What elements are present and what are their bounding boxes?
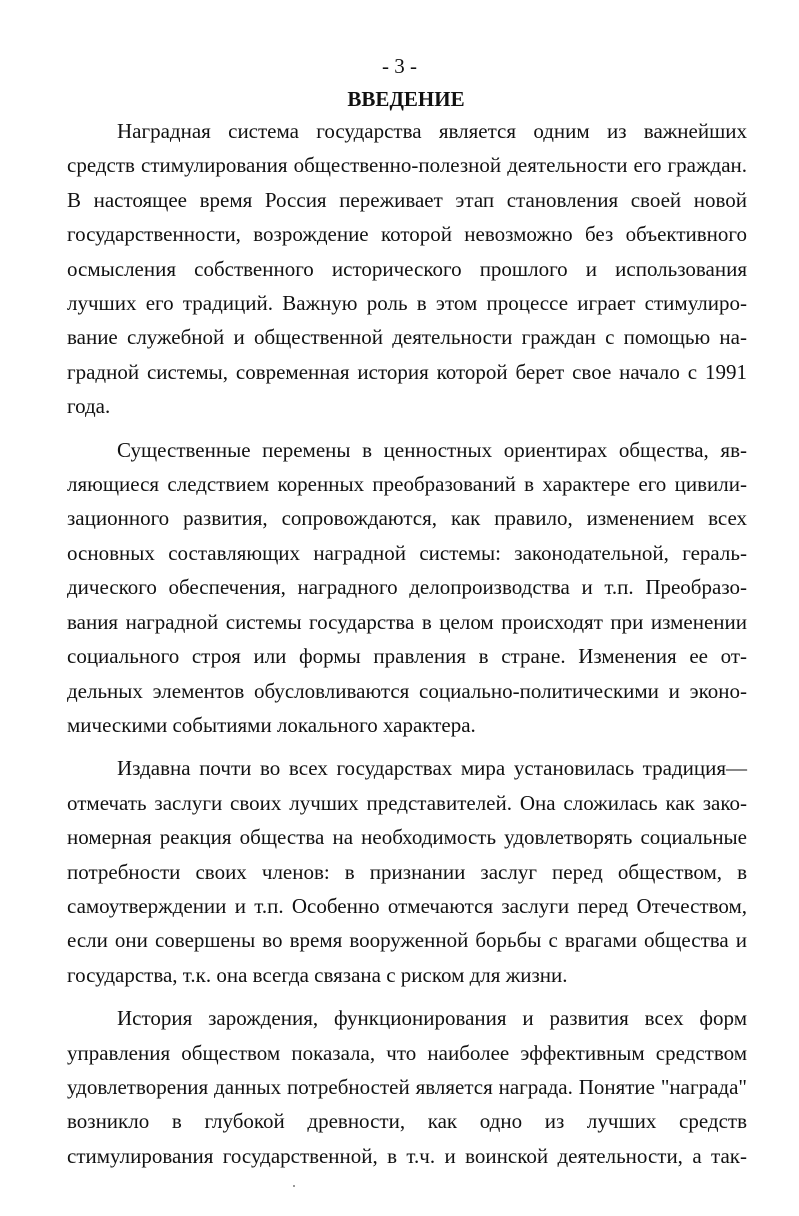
paragraph-2: Существенные перемены в ценностных ориентирах общества, являющиеся следствием коренных преобразований в характере его цивилизационного развития, сопровождаются, как правило, изменением всех основных составляющих наградной системы: законодательной, геральдического обеспечения, наградного делопроизводства и т.п. Преобразования наградной системы государства в целом происходят при изменении социального строя или формы правления в стране. Изменения ее отдельных элементов обусловливаются социально-политическими и экономическими событиями локального характера. (67, 437, 747, 737)
paragraph-3: Издавна почти во всех государствах мира установилась традиция— отмечать заслуги своих лучших представителей. Она сложилась как закономерная реакция общества на необходимость удовлетворять социальные потребности своих членов: в признании заслуг перед обществом, в самоутверждении и т.п. Особенно отмечаются заслуги перед Отечеством, если они совершены во время вооруженной борьбы с врагами общества и государства, т.к. она всегда связана с риском для жизни. (67, 756, 747, 987)
page-number: - 3 - (382, 54, 417, 78)
body-text (67, 114, 747, 1182)
scan-speck (293, 1185, 295, 1187)
paragraph-4: История зарождения, функционирования и развития всех форм управления обществом показала, что наиболее эффективным средством удовлетворения данных потребностей является награда. Понятие "награда" возникло в глубокой древности, как одно из лучших средств стимулирования государственной, в т.ч. и воинской деятельности, а так- (67, 1006, 747, 1168)
paragraph-1: Наградная система государства является одним из важнейших средств стимулирования общественно-полезной деятельности его граждан. В настоящее время Россия переживает этап становления своей новой государственности, возрождение которой невозможно без объективного осмысления собственного исторического прошлого и использования лучших его традиций. Важную роль в этом процессе играет стимулирование служебной и общественной деятельности граждан с помощью наградной системы, современная история которой берет свое начало с 1991 года. (67, 119, 747, 419)
section-title: ВВЕДЕНИЕ (347, 87, 465, 111)
